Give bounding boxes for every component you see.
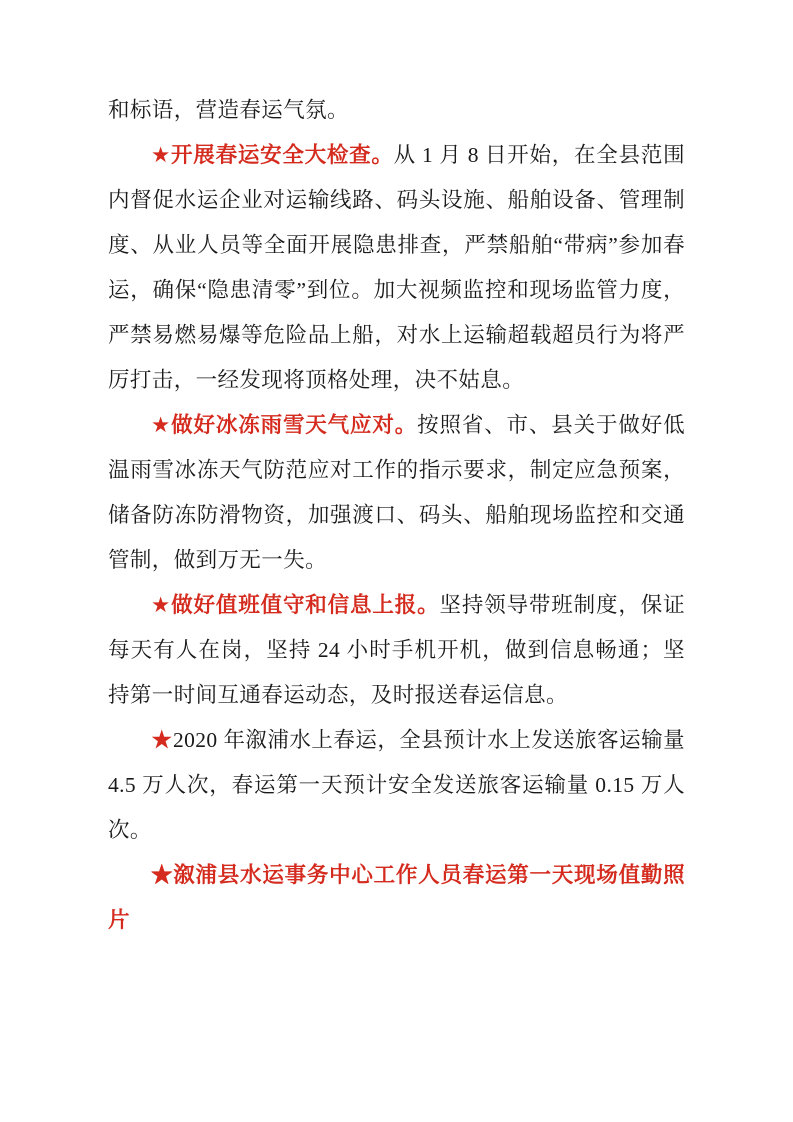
star-bullet-icon: ★: [151, 143, 172, 167]
star-bullet-icon: ★: [151, 413, 172, 437]
paragraph-6: [108, 853, 685, 943]
star-bullet-icon: ★: [151, 863, 174, 887]
paragraph-1: [108, 88, 685, 133]
paragraph-5-text: 2020 年溆浦水上春运，全县预计水上发送旅客运输量 4.5 万人次，春运第一天预计安全发送旅客运输量 0.15 万人次。: [108, 728, 685, 842]
paragraph-3-text: 按照省、市、县关于做好低温雨雪冰冻天气防范应对工作的指示要求，制定应急预案，储备防冻防滑物资，加强渡口、码头、船舶现场监控和交通管制，做到万无一失。: [108, 413, 685, 572]
paragraph-2-text: 从 1 月 8 日开始，在全县范围内督促水运企业对运输线路、码头设施、船舶设备、管理制度、从业人员等全面开展隐患排查，严禁船舶“带病”参加春运，确保“隐患清零”到位。加大视频监控和现场监管力度，严禁易燃易爆等危险品上船，对水上运输超载超员行为将严厉打击，一经发现将顶格处理，决不姑息。: [108, 143, 685, 392]
paragraph-2: [108, 133, 685, 403]
paragraph-4-text: 坚持领导带班制度，保证每天有人在岗，坚持 24 小时手机开机，做到信息畅通；坚持第一时间互通春运动态，及时报送春运信息。: [108, 593, 685, 707]
paragraph-3: [108, 403, 685, 583]
document-body: [108, 88, 685, 943]
star-bullet-icon: ★: [151, 728, 173, 752]
paragraph-4: [108, 583, 685, 718]
paragraph-1-text: 和标语，营造春运气氛。: [108, 98, 349, 122]
paragraph-5: [108, 718, 685, 853]
paragraph-3-heading: 做好冰冻雨雪天气应对。: [171, 413, 418, 437]
paragraph-4-heading: 做好值班值守和信息上报。: [171, 593, 440, 617]
paragraph-6-heading: 溆浦县水运事务中心工作人员春运第一天现场值勤照片: [108, 863, 685, 932]
paragraph-2-heading: 开展春运安全大检查。: [171, 143, 394, 167]
star-bullet-icon: ★: [151, 593, 172, 617]
